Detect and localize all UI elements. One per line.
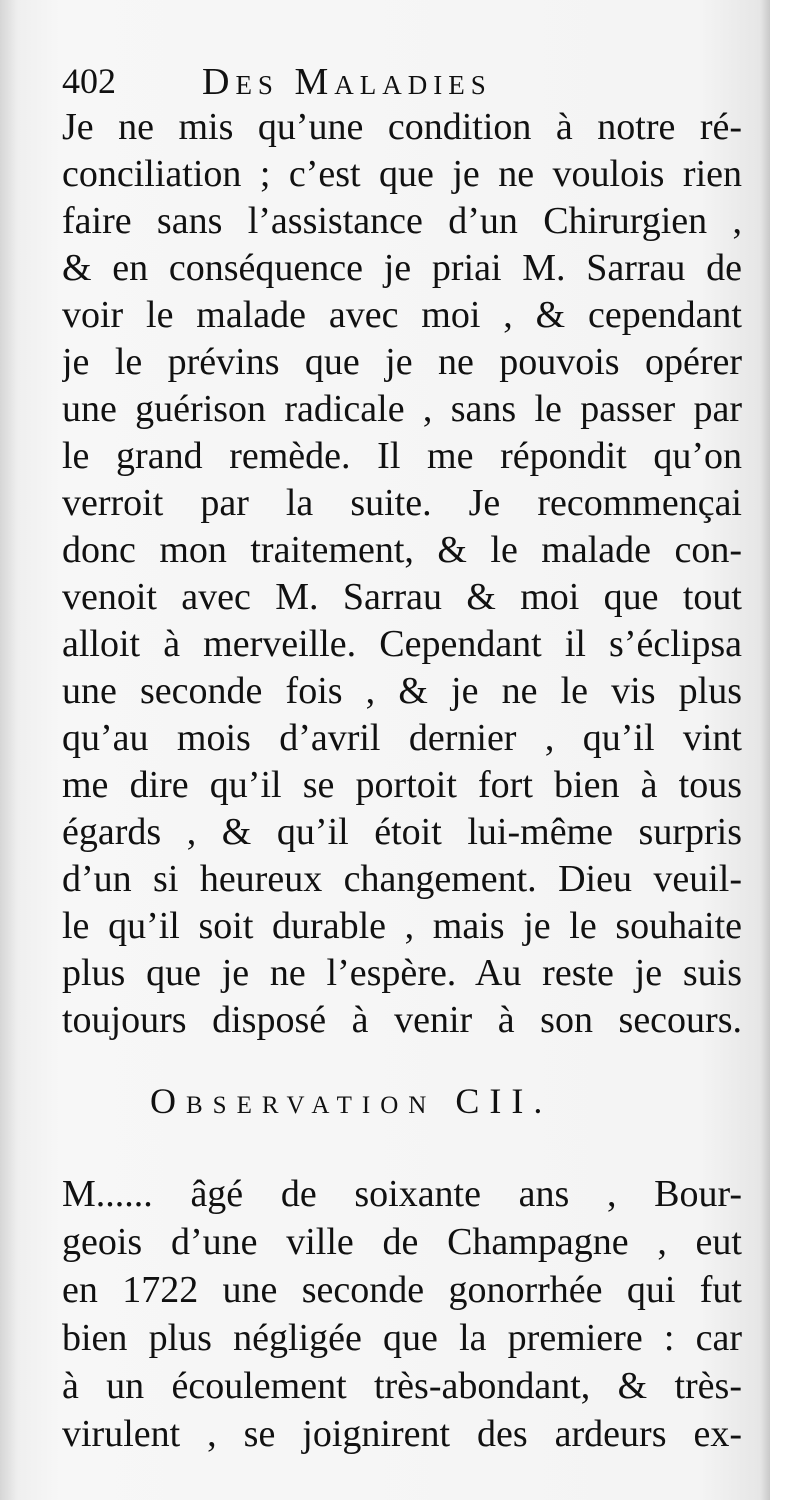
text-line: & en conséquence je priai M. Sarrau de xyxy=(62,247,742,289)
page-number: 402 xyxy=(62,61,116,101)
body-paragraph-1 xyxy=(62,104,742,1044)
text-line: Je ne mis qu’une condition à notre ré- xyxy=(62,106,742,148)
text-line: à un écoulement très-abondant, & très- xyxy=(62,1365,742,1407)
text-line: une guérison radicale , sans le passer par xyxy=(62,388,742,430)
text-line: bien plus négligée que la premiere : car xyxy=(62,1317,742,1359)
text-line: donc mon traitement, & le malade con- xyxy=(62,529,742,571)
text-line: d’un si heureux changement. Dieu veuil- xyxy=(62,858,742,900)
text-line: une seconde fois , & je ne le vis plus xyxy=(62,670,742,712)
running-title: Des Maladies xyxy=(202,61,492,103)
text-line: virulent , se joignirent des ardeurs ex- xyxy=(62,1413,742,1455)
text-line: le grand remède. Il me répondit qu’on xyxy=(62,435,742,477)
text-line: plus que je ne l’espère. Au reste je suis xyxy=(62,952,742,994)
text-line: voir le malade avec moi , & cependant xyxy=(62,294,742,336)
text-line: toujours disposé à venir à son secours. xyxy=(62,999,742,1041)
text-line: conciliation ; c’est que je ne voulois rien xyxy=(62,153,742,195)
text-line: alloit à merveille. Cependant il s’éclipsa xyxy=(62,623,742,665)
body-paragraph-2 xyxy=(62,1170,742,1458)
text-line: je le prévins que je ne pouvois opérer xyxy=(62,341,742,383)
text-line: le qu’il soit durable , mais je le souhaite xyxy=(62,905,742,947)
observation-heading: Observation CII. xyxy=(150,1081,553,1121)
text-line: geois d’une ville de Champagne , eut xyxy=(62,1221,742,1263)
scan-margin xyxy=(770,0,800,1500)
text-line: M...... âgé de soixante ans , Bour- xyxy=(62,1173,742,1215)
text-line: faire sans l’assistance d’un Chirurgien , xyxy=(62,200,742,242)
text-line: verroit par la suite. Je recommençai xyxy=(62,482,742,524)
text-line: me dire qu’il se portoit fort bien à tous xyxy=(62,764,742,806)
page-header xyxy=(62,58,742,104)
text-line: en 1722 une seconde gonorrhée qui fut xyxy=(62,1269,742,1311)
text-line: qu’au mois d’avril dernier , qu’il vint xyxy=(62,717,742,759)
text-line: égards , & qu’il étoit lui-même surpris xyxy=(62,811,742,853)
text-line: venoit avec M. Sarrau & moi que tout xyxy=(62,576,742,618)
